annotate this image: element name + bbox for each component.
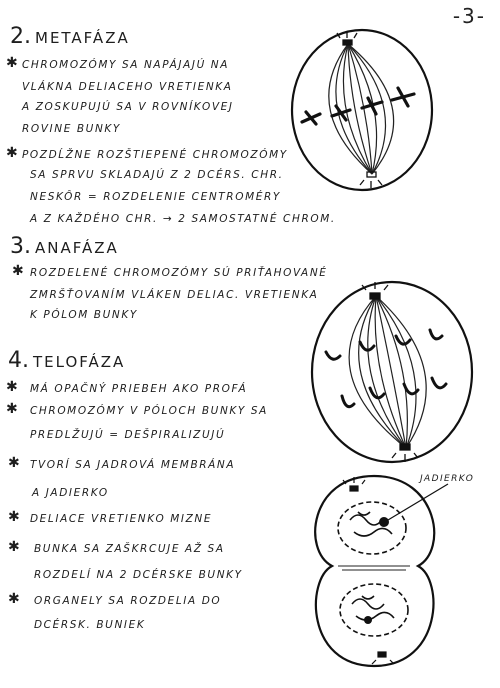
- bullet-star-icon: ✱: [8, 591, 20, 607]
- text-line: A ZOSKUPUJÚ SA V ROVNÍKOVEJ: [22, 101, 234, 113]
- heading-text: METAFÁZA: [35, 29, 130, 47]
- text-line: CHROMOZÓMY V PÓLOCH BUNKY SA: [30, 405, 268, 417]
- metaphase-cell-drawing: [290, 24, 440, 202]
- bullet-star-icon: ✱: [8, 455, 20, 471]
- text-line: POZDĹŽNE ROZŠTIEPENÉ CHROMOZÓMY: [22, 149, 288, 161]
- text-line: NESKÔR = ROZDELENIE CENTROMÉRY: [30, 191, 281, 203]
- text-line: ROZDELENÉ CHROMOZÓMY SÚ PRIŤAHOVANÉ: [30, 267, 328, 279]
- text-line: ORGANELY SA ROZDELIA DO: [34, 595, 222, 607]
- nucleolus-label: JADIERKO: [420, 474, 475, 484]
- text-line: DELIACE VRETIENKO MIZNE: [30, 513, 213, 525]
- text-line: ZMRŠŤOVANÍM VLÁKEN DELIAC. VRETIENKA: [30, 289, 319, 301]
- heading-number: 2.: [10, 24, 31, 49]
- text-line: BUNKA SA ZAŠKRCUJE AŽ SA: [34, 543, 225, 555]
- text-line: SA SPRVU SKLADAJÚ Z 2 DCÉRS. CHR.: [30, 169, 284, 181]
- page-number: -3-: [452, 4, 486, 28]
- text-line: DCÉRSK. BUNIEK: [34, 619, 146, 631]
- bullet-star-icon: ✱: [6, 55, 18, 71]
- telophase-cell-drawing: [298, 470, 450, 670]
- heading-number: 4.: [8, 348, 29, 373]
- text-line: A Z KAŽDÉHO CHR. → 2 SAMOSTATNÉ CHROM.: [30, 213, 336, 225]
- text-line: CHROMOZÓMY SA NAPÁJAJÚ NA: [22, 59, 230, 71]
- bullet-star-icon: ✱: [6, 401, 18, 417]
- heading-anafaza: [10, 236, 119, 258]
- bullet-star-icon: ✱: [6, 379, 18, 395]
- text-line: VLÁKNA DELIACEHO VRETIENKA: [22, 81, 233, 93]
- text-line: ROZDELÍ NA 2 DCÉRSKE BUNKY: [34, 569, 243, 581]
- nucleolus-icon: [379, 517, 389, 527]
- heading-telofaza: [8, 350, 125, 372]
- text-line: A JADIERKO: [32, 487, 109, 499]
- heading-text: TELOFÁZA: [33, 353, 126, 371]
- bullet-star-icon: ✱: [12, 263, 24, 279]
- bullet-star-icon: ✱: [8, 509, 20, 525]
- heading-metafaza: [10, 26, 130, 48]
- bullet-star-icon: ✱: [8, 539, 20, 555]
- text-line: K PÓLOM BUNKY: [30, 309, 138, 321]
- text-line: MÁ OPAČNÝ PRIEBEH AKO PROFÁ: [30, 383, 248, 395]
- text-line: ROVINE BUNKY: [22, 123, 121, 135]
- text-line: PREDLŽUJÚ = DEŠPIRALIZUJÚ: [30, 429, 226, 441]
- heading-text: ANAFÁZA: [35, 239, 119, 257]
- anaphase-cell-drawing: [310, 276, 478, 466]
- bullet-star-icon: ✱: [6, 145, 18, 161]
- text-line: TVORÍ SA JADROVÁ MEMBRÁNA: [30, 459, 236, 471]
- heading-number: 3.: [10, 234, 31, 259]
